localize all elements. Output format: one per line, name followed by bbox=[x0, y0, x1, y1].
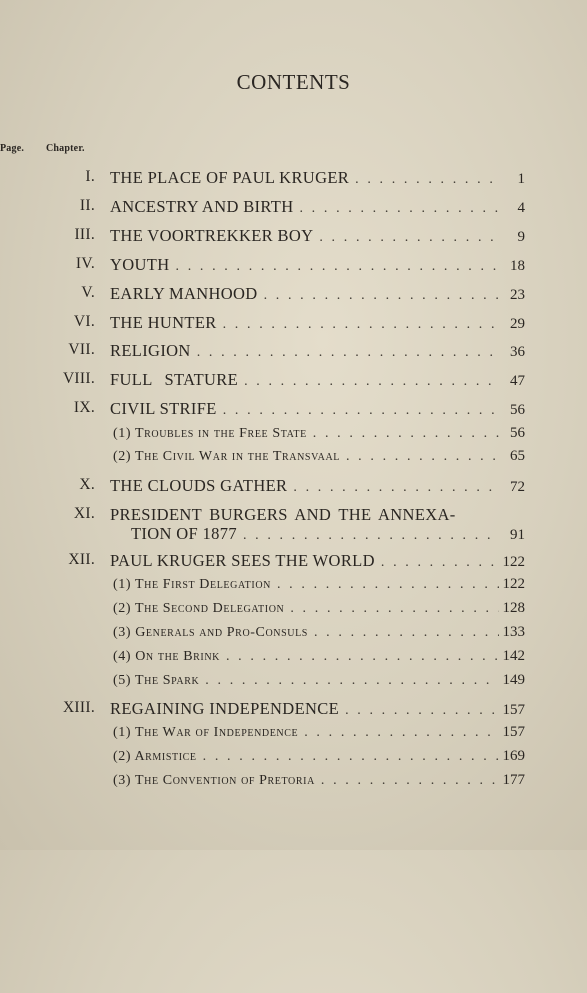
chapter-number: III. bbox=[74, 226, 95, 243]
page-number: 157 bbox=[502, 702, 525, 718]
section-title: (3) Generals and Pro-Consuls bbox=[113, 625, 308, 640]
dot-leader bbox=[191, 345, 499, 361]
toc-subentry bbox=[0, 425, 587, 449]
dot-leader bbox=[375, 555, 499, 571]
page-number: 122 bbox=[502, 554, 525, 570]
toc-entry bbox=[0, 399, 587, 423]
page-number: 1 bbox=[517, 171, 525, 187]
chapter-title: PRESIDENT BURGERS AND THE ANNEXA- bbox=[110, 505, 456, 524]
dot-leader bbox=[199, 673, 498, 689]
toc-subentry bbox=[0, 576, 587, 600]
chapter-number: IX. bbox=[73, 399, 95, 416]
dot-leader bbox=[339, 703, 498, 719]
dot-leader bbox=[349, 172, 499, 188]
page-number: 36 bbox=[510, 344, 525, 360]
page-number: 18 bbox=[510, 258, 525, 274]
section-title: (2) Armistice bbox=[113, 749, 197, 764]
page-number: 128 bbox=[502, 600, 525, 616]
toc-entry bbox=[0, 197, 587, 221]
dot-leader bbox=[220, 649, 499, 665]
page-number: 149 bbox=[502, 672, 525, 688]
page-number: 56 bbox=[510, 425, 525, 441]
toc-subentry bbox=[0, 724, 587, 748]
dot-leader bbox=[237, 528, 499, 544]
dot-leader bbox=[340, 449, 499, 465]
toc-subentry bbox=[0, 672, 587, 696]
page-number: 91 bbox=[510, 527, 525, 543]
chapter-title-continued: TION OF 1877 bbox=[131, 524, 237, 543]
dot-leader bbox=[293, 201, 499, 217]
toc-subentry bbox=[0, 772, 587, 796]
section-title: (3) The Convention of Pretoria bbox=[113, 773, 315, 788]
dot-leader bbox=[284, 601, 498, 617]
dot-leader bbox=[307, 426, 499, 442]
toc-entry bbox=[0, 341, 587, 365]
toc-subentry bbox=[0, 448, 587, 472]
section-title: (1) Troubles in the Free State bbox=[113, 426, 307, 441]
section-title: (4) On the Brink bbox=[113, 649, 220, 664]
section-title: (2) The Second Delegation bbox=[113, 601, 285, 616]
dot-leader bbox=[313, 230, 499, 246]
chapter-number: VIII. bbox=[62, 370, 95, 387]
chapter-title: THE HUNTER bbox=[110, 313, 217, 332]
chapter-title: ANCESTRY AND BIRTH bbox=[110, 197, 294, 216]
dot-leader bbox=[170, 259, 500, 275]
toc-entry bbox=[0, 370, 587, 394]
page-number: 142 bbox=[502, 648, 525, 664]
section-title: (1) The First Delegation bbox=[113, 577, 271, 592]
dot-leader bbox=[287, 480, 499, 496]
toc-subentry bbox=[0, 624, 587, 648]
chapter-title: RELIGION bbox=[110, 341, 191, 360]
dot-leader bbox=[217, 403, 499, 419]
page-number: 29 bbox=[510, 316, 525, 332]
toc-subentry bbox=[0, 600, 587, 624]
toc-subentry bbox=[0, 648, 587, 672]
toc-entry bbox=[0, 168, 587, 192]
contents-title: CONTENTS bbox=[236, 70, 351, 94]
section-title: (5) The Spark bbox=[113, 673, 200, 688]
chapter-title: THE VOORTREKKER BOY bbox=[110, 226, 314, 245]
dot-leader bbox=[258, 288, 499, 304]
toc-entry bbox=[0, 313, 587, 337]
page-number: 23 bbox=[510, 287, 525, 303]
chapter-number: XI. bbox=[73, 505, 95, 522]
page-number: 133 bbox=[502, 624, 525, 640]
page-number: 122 bbox=[502, 576, 525, 592]
dot-leader bbox=[217, 317, 499, 333]
toc-entry bbox=[0, 476, 587, 500]
page-number: 65 bbox=[510, 448, 525, 464]
toc-entry bbox=[0, 284, 587, 308]
chapter-number: II. bbox=[79, 197, 95, 214]
chapter-title: FULL STATURE bbox=[110, 370, 239, 389]
section-title: (2) The Civil War in the Transvaal bbox=[113, 449, 340, 464]
chapter-number: XIII. bbox=[62, 699, 95, 716]
page-number: 56 bbox=[510, 402, 525, 418]
page-number: 177 bbox=[502, 772, 525, 788]
chapter-title: THE CLOUDS GATHER bbox=[110, 476, 288, 495]
dot-leader bbox=[298, 725, 498, 741]
chapter-number: V. bbox=[81, 284, 95, 301]
dot-leader bbox=[308, 625, 499, 641]
chapter-column-header: Chapter. bbox=[46, 143, 85, 154]
dot-leader bbox=[238, 374, 499, 390]
page-number: 47 bbox=[510, 373, 525, 389]
dot-leader bbox=[315, 773, 499, 789]
page-column-header: Page. bbox=[0, 143, 25, 154]
chapter-number: IV. bbox=[75, 255, 95, 272]
chapter-title: CIVIL STRIFE bbox=[110, 399, 217, 418]
chapter-title: THE PLACE OF PAUL KRUGER bbox=[110, 168, 350, 187]
chapter-title: PAUL KRUGER SEES THE WORLD bbox=[110, 551, 375, 570]
page-number: 4 bbox=[517, 200, 525, 216]
toc-entry bbox=[0, 226, 587, 250]
page-number: 157 bbox=[502, 724, 525, 740]
toc-entry bbox=[0, 255, 587, 279]
page-number: 169 bbox=[502, 748, 525, 764]
chapter-title: EARLY MANHOOD bbox=[110, 284, 258, 303]
toc-entry bbox=[0, 699, 587, 723]
toc-entry bbox=[0, 551, 587, 575]
page-number: 9 bbox=[517, 229, 525, 245]
chapter-title: REGAINING INDEPENDENCE bbox=[110, 699, 340, 718]
page-number: 72 bbox=[510, 479, 525, 495]
chapter-number: I. bbox=[85, 168, 95, 185]
chapter-title: YOUTH bbox=[110, 255, 170, 274]
chapter-number: X. bbox=[79, 476, 95, 493]
section-title: (1) The War of Independence bbox=[113, 725, 299, 740]
toc-entry-continuation bbox=[0, 524, 587, 548]
chapter-number: VI. bbox=[73, 313, 95, 330]
chapter-number: XII. bbox=[68, 551, 95, 568]
dot-leader bbox=[271, 577, 499, 593]
toc-subentry bbox=[0, 748, 587, 772]
dot-leader bbox=[197, 749, 499, 765]
chapter-number: VII. bbox=[68, 341, 95, 358]
